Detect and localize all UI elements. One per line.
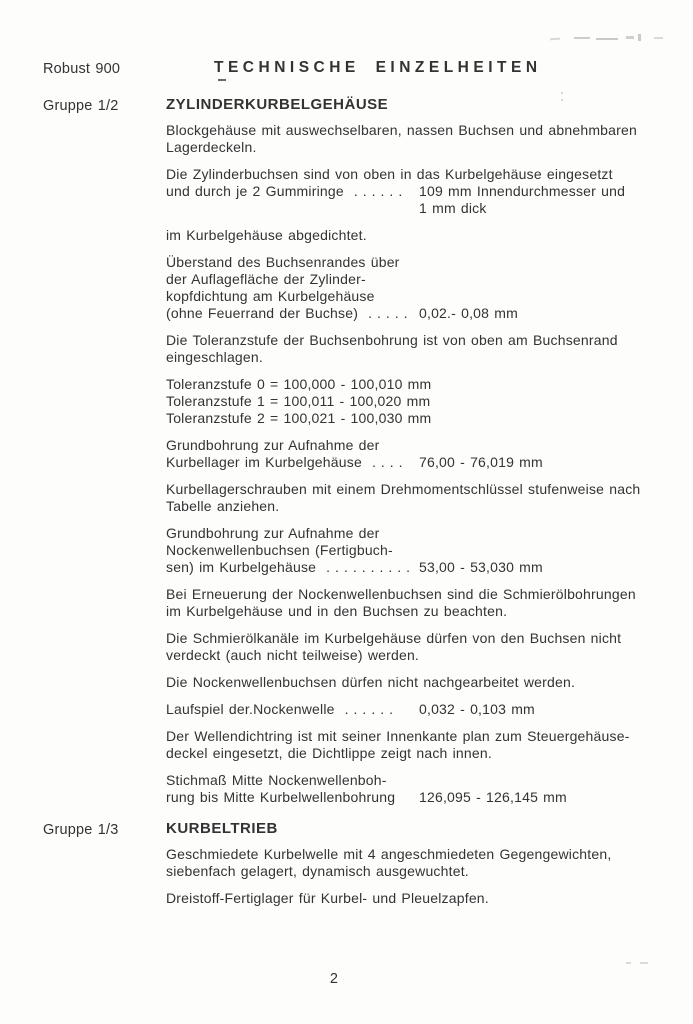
text-line [166, 498, 665, 515]
text-line [166, 166, 665, 183]
text-line [166, 376, 665, 393]
line-text: Geschmiedete Kurbelwelle mit 4 angeschmiedeten Gegengewichten, [166, 846, 612, 862]
paragraph [166, 332, 665, 366]
line-text: Der Wellendichtring ist mit seiner Innenkante plan zum Steuergehäuse- [166, 728, 630, 744]
line-text: eingeschlagen. [166, 349, 263, 365]
title-underline-artifact [218, 79, 226, 81]
paragraph [166, 227, 665, 244]
text-line [166, 542, 665, 559]
text-line [166, 647, 665, 664]
dot-leader: .......... [326, 559, 416, 575]
line-text: Lagerdeckeln. [166, 139, 257, 155]
page-title: TECHNISCHE EINZELHEITEN [214, 59, 542, 76]
line-text: im Kurbelgehäuse abgedichtet. [166, 227, 367, 243]
paragraph [166, 630, 665, 664]
text-line [166, 305, 665, 322]
text-line [166, 254, 665, 271]
paragraph [166, 674, 665, 691]
section-content [166, 96, 665, 806]
line-text: Kurbellager im Kurbelgehäuse [166, 454, 362, 470]
group-label: Gruppe 1/2 [43, 98, 119, 114]
spec-value: 76,00 - 76,019 mm [419, 454, 543, 470]
line-text: (ohne Feuerrand der Buchse) [166, 305, 359, 321]
line-text: der Auflagefläche der Zylinder- [166, 271, 366, 287]
paragraph [166, 728, 665, 762]
sections-container [0, 96, 693, 917]
paragraph [166, 701, 665, 718]
line-text: Die Schmierölkanäle im Kurbelgehäuse dürfen von den Buchsen nicht [166, 630, 622, 646]
stray-mark-bottom-artifact [626, 961, 652, 965]
text-line [166, 393, 665, 410]
text-line [166, 772, 665, 789]
page-number: 2 [329, 971, 339, 987]
text-line [166, 481, 665, 498]
dot-leader: ...... [353, 183, 408, 199]
dot-leader: .... [371, 454, 408, 470]
line-text: verdeckt (auch nicht teilweise) werden. [166, 647, 420, 663]
line-text: Nockenwellenbuchsen (Fertigbuch- [166, 542, 393, 558]
line-text: Tabelle anziehen. [166, 498, 280, 514]
text-line [166, 332, 665, 349]
paragraph [166, 166, 665, 217]
paragraph [166, 525, 665, 576]
line-text: Laufspiel der.Nockenwelle [166, 701, 335, 717]
line-text: kopfdichtung am Kurbelgehäuse [166, 288, 375, 304]
text-line [166, 454, 665, 471]
line-text: Die Nockenwellenbuchsen dürfen nicht nachgearbeitet werden. [166, 674, 576, 690]
line-text: siebenfach gelagert, dynamisch ausgewuchtet. [166, 863, 469, 879]
dot-leader: ...... [344, 701, 398, 717]
line-text: Dreistoff-Fertiglager für Kurbel- und Pleuelzapfen. [166, 890, 489, 906]
line-text: deckel eingesetzt, die Dichtlippe zeigt nach innen. [166, 745, 492, 761]
line-text: Stichmaß Mitte Nockenwellenboh- [166, 772, 387, 788]
line-text: Toleranzstufe 1 = 100,011 - 100,020 mm [166, 393, 431, 409]
paragraph [166, 481, 665, 515]
line-text: sen) im Kurbelgehäuse [166, 559, 317, 575]
section [0, 820, 693, 907]
text-line [166, 846, 665, 863]
section-heading: ZYLINDERKURBELGEHÄUSE [166, 96, 389, 113]
section-heading: KURBELTRIEB [166, 820, 278, 837]
text-line [166, 586, 665, 603]
line-text: Grundbohrung zur Aufnahme der [166, 525, 380, 541]
spec-value: 0,02.- 0,08 mm [419, 305, 518, 321]
text-line [166, 437, 665, 454]
line-text: rung bis Mitte Kurbelwellenbohrung [166, 789, 396, 805]
line-text: und durch je 2 Gummiringe [166, 183, 344, 199]
text-line [166, 745, 665, 762]
text-line [166, 630, 665, 647]
paragraph [166, 586, 665, 620]
paragraph [166, 122, 665, 156]
line-text: Die Toleranzstufe der Buchsenbohrung ist von oben am Buchsenrand [166, 332, 618, 348]
text-line [166, 559, 665, 576]
text-line [166, 122, 665, 139]
text-line [166, 349, 665, 366]
text-line [166, 525, 665, 542]
text-line [166, 701, 665, 718]
line-text: Die Zylinderbuchsen sind von oben in das Kurbelgehäuse eingesetzt [166, 166, 613, 182]
text-line [166, 863, 665, 880]
spec-value: 126,095 - 126,145 mm [419, 789, 567, 805]
text-line [166, 271, 665, 288]
paragraph [166, 890, 665, 907]
line-text: Kurbellagerschrauben mit einem Drehmomentschlüssel stufenweise nach [166, 481, 641, 497]
text-line [166, 200, 665, 217]
spec-value: 0,032 - 0,103 mm [419, 701, 535, 717]
text-line [166, 227, 665, 244]
text-line [166, 139, 665, 156]
paragraph [166, 254, 665, 322]
group-label: Gruppe 1/3 [43, 822, 119, 838]
erased-pencil-smudge-artifact [548, 30, 672, 46]
line-text: Überstand des Buchsenrandes über [166, 254, 400, 270]
text-line [166, 728, 665, 745]
text-line [166, 674, 665, 691]
paragraph [166, 772, 665, 806]
text-line [166, 789, 665, 806]
section-content [166, 820, 665, 907]
section [0, 96, 693, 806]
line-text: Blockgehäuse mit auswechselbaren, nassen Buchsen und abnehmbaren [166, 122, 637, 138]
text-line [166, 288, 665, 305]
line-text: Bei Erneuerung der Nockenwellenbuchsen sind die Schmierölbohrungen [166, 586, 636, 602]
spec-value: 53,00 - 53,030 mm [419, 559, 543, 575]
spec-value: 1 mm dick [419, 200, 487, 216]
paragraph [166, 846, 665, 880]
line-text: Toleranzstufe 2 = 100,021 - 100,030 mm [166, 410, 432, 426]
text-line [166, 410, 665, 427]
text-line [166, 890, 665, 907]
line-text: im Kurbelgehäuse und in den Buchsen zu beachten. [166, 603, 508, 619]
spec-value: 109 mm Innendurchmesser und [419, 183, 626, 199]
dot-leader: ..... [368, 305, 413, 321]
text-line [166, 603, 665, 620]
line-text: Grundbohrung zur Aufnahme der [166, 437, 380, 453]
paragraph [166, 376, 665, 427]
text-line [166, 183, 665, 200]
line-text: Toleranzstufe 0 = 100,000 - 100,010 mm [166, 376, 432, 392]
product-label: Robust 900 [43, 61, 121, 77]
paragraph [166, 437, 665, 471]
